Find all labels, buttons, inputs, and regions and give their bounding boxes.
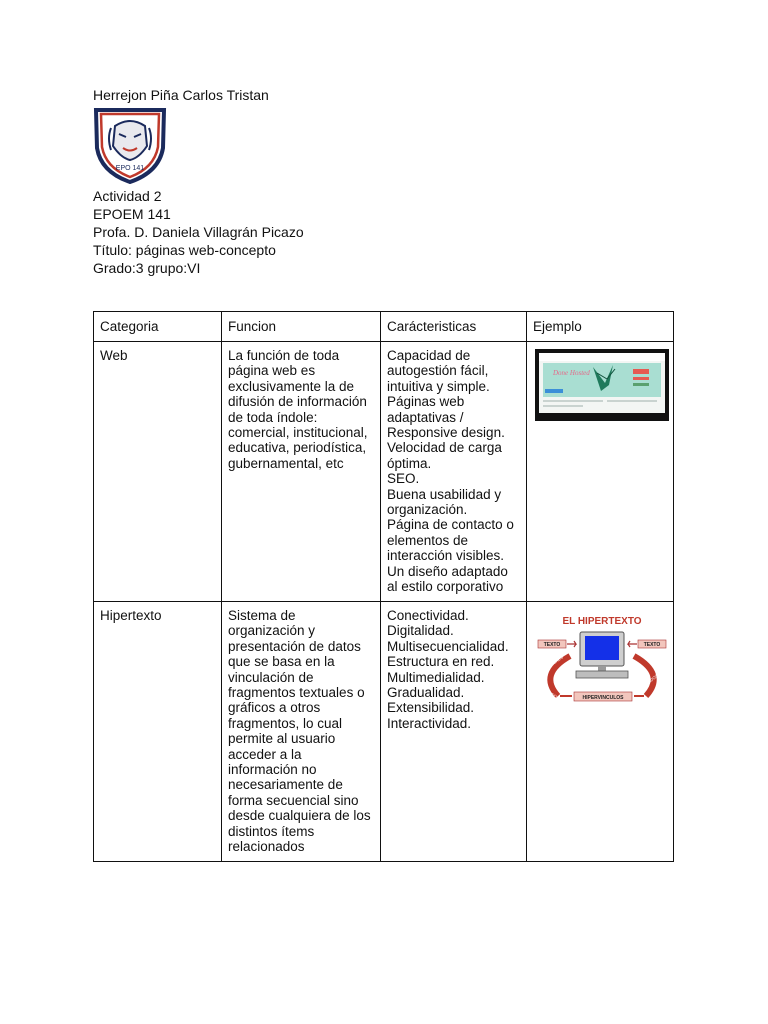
- feature-item: Buena usabilidad y organización.: [387, 486, 502, 518]
- svg-text:TEXTO: TEXTO: [543, 642, 561, 648]
- table-row: [94, 602, 674, 862]
- activity-line: Actividad 2: [93, 188, 162, 204]
- row-hipertexto-funcion: Sistema de organización y presentación de datos que se basa en la vinculación de fragmentos textuales o gráficos a otros fragmentos, lo cual permite al usuario acceder a la información no necesariamente de forma secuencial sino desde cualquiera de los distintos ítems relacionados: [222, 602, 381, 862]
- feature-item: Velocidad de carga óptima.: [387, 440, 502, 471]
- school-shield-logo: [93, 106, 167, 184]
- feature-item: Interactividad.: [387, 715, 472, 731]
- feature-item: SEO.: [387, 471, 420, 487]
- header-funcion: Funcion: [222, 312, 381, 342]
- header-ejemplo: Ejemplo: [527, 312, 674, 342]
- svg-text:EPO 141: EPO 141: [115, 165, 145, 172]
- author-name: Herrejon Piña Carlos Tristan: [93, 87, 269, 103]
- teacher-line: Profa. D. Daniela Villagrán Picazo: [93, 224, 304, 240]
- concept-table: [93, 311, 674, 862]
- row-web-caracteristicas: [381, 342, 527, 602]
- row-web-ejemplo: [527, 342, 674, 602]
- title-line: Título: páginas web-concepto: [93, 242, 276, 258]
- feature-item: Página de contacto o elementos de interacción visibles.: [387, 517, 514, 564]
- feature-item: Un diseño adaptado al estilo corporativo: [387, 563, 508, 595]
- feature-item: Estructura en red.: [387, 654, 495, 670]
- svg-text:SONIDOS: SONIDOS: [641, 673, 659, 689]
- svg-text:Done Hosted: Done Hosted: [553, 369, 590, 377]
- header-caracteristicas: Carácteristicas: [381, 312, 527, 342]
- svg-text:TEXTO: TEXTO: [643, 642, 661, 648]
- svg-text:HIPERVINCULOS: HIPERVINCULOS: [582, 695, 624, 701]
- school-line: EPOEM 141: [93, 206, 171, 222]
- feature-item: Digitalidad.: [387, 623, 454, 639]
- feature-item: Extensibilidad.: [387, 700, 475, 716]
- row-web-categoria: Web: [94, 342, 222, 602]
- header-categoria: Categoria: [94, 312, 222, 342]
- svg-text:VIDEO: VIDEO: [544, 688, 558, 700]
- table-header-row: [94, 312, 674, 342]
- svg-text:EL HIPERTEXTO: EL HIPERTEXTO: [562, 616, 642, 627]
- hypertext-diagram-icon: [536, 612, 668, 716]
- row-hipertexto-categoria: Hipertexto: [94, 602, 222, 862]
- feature-item: Capacidad de autogestión fácil, intuitiva y simple.: [387, 348, 490, 394]
- svg-text:IMÁGENES: IMÁGENES: [543, 654, 564, 671]
- activity-info: [93, 187, 304, 277]
- row-hipertexto-ejemplo: [527, 602, 674, 862]
- feature-item: Conectividad.: [387, 608, 469, 623]
- feature-item: Páginas web adaptativas / Responsive design.: [387, 394, 505, 441]
- feature-item: Multisecuencialidad.: [387, 638, 509, 654]
- row-hipertexto-caracteristicas: [381, 602, 527, 862]
- website-screenshot-icon: [535, 349, 669, 421]
- table-row: [94, 342, 674, 602]
- feature-item: Gradualidad.: [387, 685, 465, 701]
- grade-line: Grado:3 grupo:VI: [93, 260, 201, 276]
- row-web-funcion: La función de toda página web es exclusivamente la de difusión de información de toda índole: comercial, institucional, educativa, periodística, gubernamental, etc: [222, 342, 381, 602]
- feature-item: Multimedialidad.: [387, 669, 485, 685]
